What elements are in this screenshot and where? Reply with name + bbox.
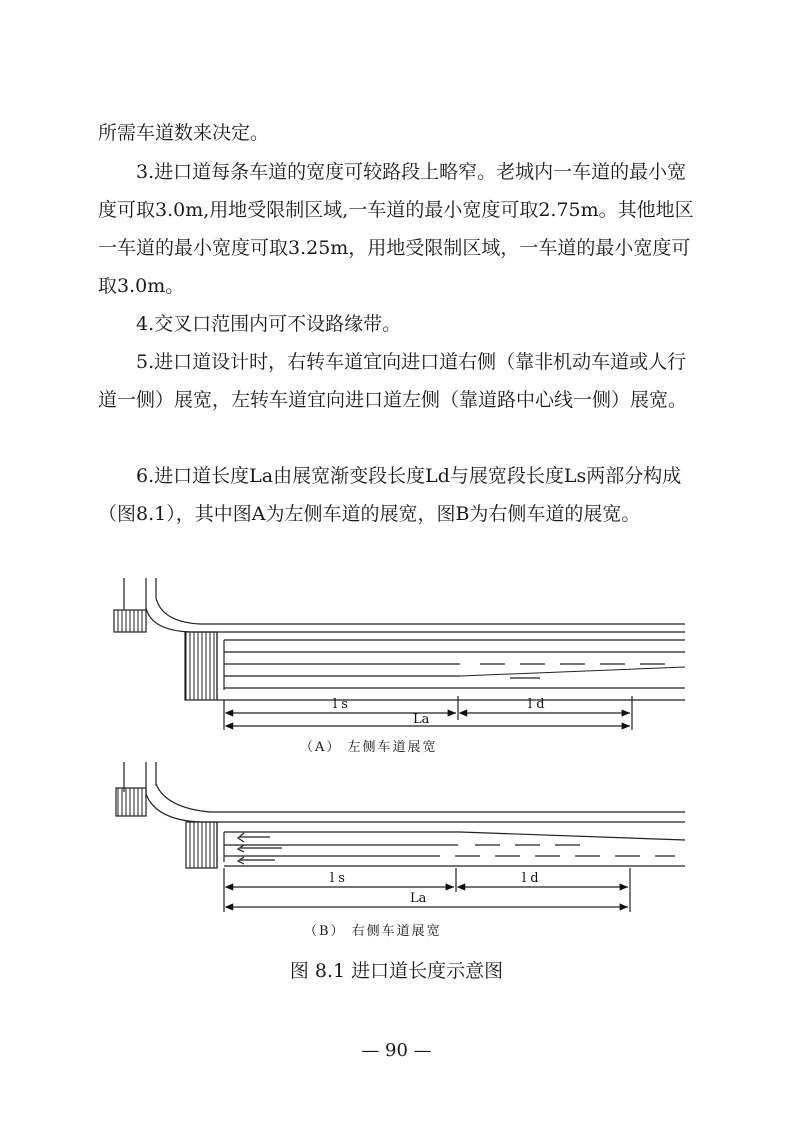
paragraph-4: 6.进口道长度La由展宽渐变段长度Ld与展宽段长度Ls两部分构成（图8.1），其中图A为左侧车道的展宽，图B为右侧车道的展宽。	[98, 465, 682, 525]
caption-a: （A） 左侧车道展宽	[300, 740, 438, 755]
diagram-a	[114, 578, 685, 730]
label-a-la: La	[413, 712, 430, 727]
caption-b: （B） 右侧车道展宽	[304, 924, 442, 939]
page-number: — 90 —	[361, 1040, 432, 1061]
label-a-ls: l s	[333, 697, 348, 712]
paragraph-1: 3.进口道每条车道的宽度可较路段上略窄。老城内一车道的最小宽度可取3.0m,用地受限制区域,一车道的最小宽度可取2.75m。其他地区一车道的最小宽度可取3.25m，用地受限制区域，一车道的最小宽度可取3.0m。	[98, 161, 694, 297]
paragraph-0: 所需车道数来决定。	[98, 122, 270, 144]
paragraph-3: 5.进口道设计时，右转车道宜向进口道右侧（靠非机动车道或人行道一侧）展宽，左转车道宜向进口道左侧（靠道路中心线一侧）展宽。	[98, 351, 688, 411]
label-b-la: La	[410, 891, 427, 906]
diagram-b	[116, 762, 685, 912]
paragraph-2: 4.交叉口范围内可不设路缘带。	[136, 313, 402, 335]
figure-title: 图 8.1 进口道长度示意图	[289, 960, 504, 982]
label-b-ld: l d	[522, 871, 539, 886]
label-b-ls: l s	[330, 871, 345, 886]
label-a-ld: l d	[528, 697, 545, 712]
